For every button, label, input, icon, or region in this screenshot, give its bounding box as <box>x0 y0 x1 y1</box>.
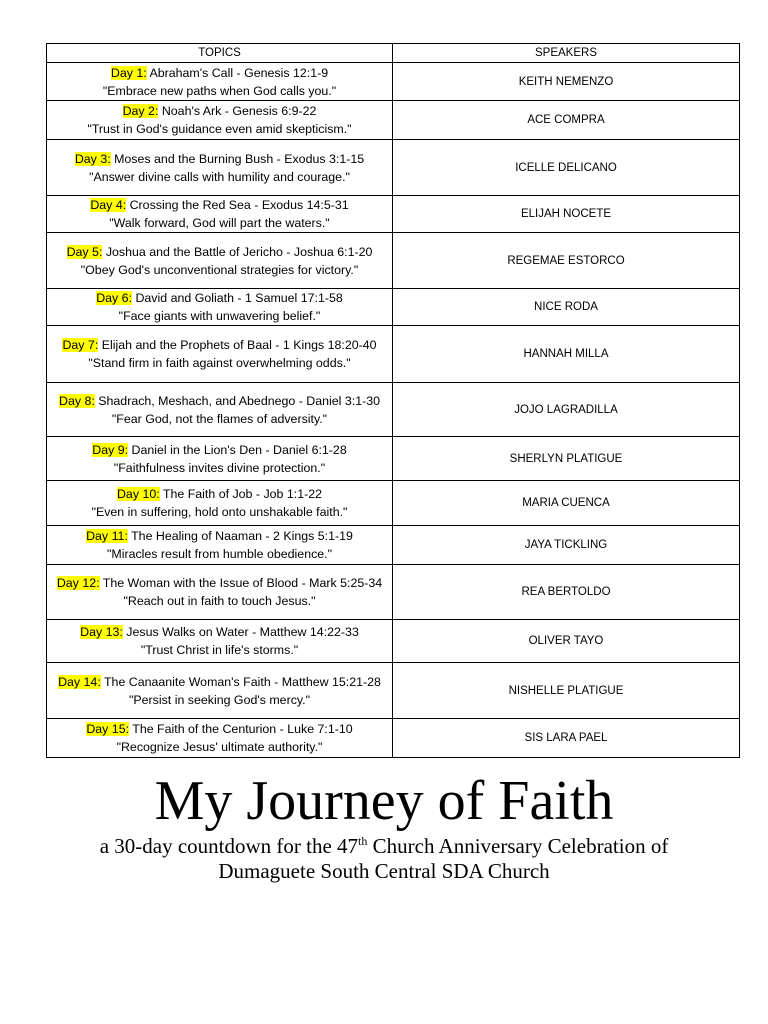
topic-title: Elijah and the Prophets of Baal - 1 Kings 18:20-40 <box>98 338 377 352</box>
speaker-cell: SHERLYN PLATIGUE <box>393 437 740 481</box>
day-label: Day 10: <box>116 487 160 501</box>
day-label: Day 9: <box>92 442 129 457</box>
table-row <box>47 289 740 326</box>
topic-quote: "Trust Christ in life's storms." <box>140 643 299 657</box>
subtitle-text-end: Church Anniversary Celebration of <box>367 834 669 858</box>
speakers-header: SPEAKERS <box>393 44 740 63</box>
topic-cell <box>47 437 393 481</box>
speaker-cell: SIS LARA PAEL <box>393 719 740 758</box>
topic-title: Shadrach, Meshach, and Abednego - Daniel 3:1-30 <box>94 393 380 408</box>
day-label: Day 5: <box>66 244 103 259</box>
topic-title: David and Goliath - 1 Samuel 17:1-58 <box>132 291 343 305</box>
topic-quote: "Even in suffering, hold onto unshakable faith." <box>91 505 348 519</box>
topic-quote: "Walk forward, God will part the waters." <box>109 216 330 230</box>
schedule-table <box>46 43 740 758</box>
topic-quote: "Answer divine calls with humility and courage." <box>89 169 350 184</box>
speaker-cell: NISHELLE PLATIGUE <box>393 663 740 719</box>
table-row <box>47 383 740 437</box>
speaker-cell: ELIJAH NOCETE <box>393 196 740 233</box>
table-row <box>47 196 740 233</box>
day-label: Day 4: <box>90 198 127 212</box>
topic-title: The Canaanite Woman's Faith - Matthew 15:21-28 <box>100 674 381 689</box>
topic-quote: "Reach out in faith to touch Jesus." <box>123 594 316 608</box>
day-label: Day 11: <box>86 529 128 543</box>
table-header-row <box>47 44 740 63</box>
table-row <box>47 526 740 565</box>
topic-title: Joshua and the Battle of Jericho - Joshua 6:1-20 <box>102 244 373 259</box>
table-row <box>47 663 740 719</box>
topic-cell <box>47 233 393 289</box>
topic-title: Moses and the Burning Bush - Exodus 3:1-15 <box>110 151 365 166</box>
day-label: Day 3: <box>74 151 111 166</box>
day-label: Day 12: <box>56 576 100 590</box>
speaker-cell: JOJO LAGRADILLA <box>393 383 740 437</box>
day-label: Day 8: <box>59 393 95 408</box>
topic-title: Crossing the Red Sea - Exodus 14:5-31 <box>126 198 349 212</box>
speaker-cell: JAYA TICKLING <box>393 526 740 565</box>
topic-cell <box>47 383 393 437</box>
schedule-rows <box>47 63 740 758</box>
topic-cell <box>47 481 393 526</box>
topic-title: The Faith of Job - Job 1:1-22 <box>159 487 323 501</box>
topic-quote: "Trust in God's guidance even amid skepticism." <box>87 122 352 136</box>
day-label: Day 1: <box>110 65 147 80</box>
speaker-cell: KEITH NEMENZO <box>393 63 740 101</box>
subtitle-ordinal-suffix: th <box>358 834 368 848</box>
topic-quote: "Stand firm in faith against overwhelming odds." <box>88 356 351 370</box>
day-label: Day 7: <box>62 338 99 352</box>
topic-title: The Faith of the Centurion - Luke 7:1-10 <box>129 722 353 736</box>
subtitle-text-start: a 30-day countdown for the 47 <box>99 834 359 858</box>
day-label: Day 15: <box>86 722 130 736</box>
table-row <box>47 63 740 101</box>
day-label: Day 6: <box>96 291 133 305</box>
topic-quote: "Embrace new paths when God calls you." <box>102 83 337 98</box>
topic-cell <box>47 526 393 565</box>
topic-quote: "Faithfulness invites divine protection." <box>113 460 326 475</box>
topics-header: TOPICS <box>47 44 393 63</box>
topic-quote: "Face giants with unwavering belief." <box>118 309 321 323</box>
table-row <box>47 620 740 663</box>
day-label: Day 2: <box>122 104 159 118</box>
speaker-cell: HANNAH MILLA <box>393 326 740 383</box>
table-row <box>47 233 740 289</box>
subtitle <box>0 834 768 884</box>
speaker-cell: NICE RODA <box>393 289 740 326</box>
table-row <box>47 719 740 758</box>
table-row <box>47 326 740 383</box>
speaker-cell: REGEMAE ESTORCO <box>393 233 740 289</box>
topic-title: Abraham's Call - Genesis 12:1-9 <box>146 65 329 80</box>
topic-cell <box>47 101 393 140</box>
topic-title: Jesus Walks on Water - Matthew 14:22-33 <box>122 625 359 639</box>
speaker-cell: ICELLE DELICANO <box>393 140 740 196</box>
topic-title: The Woman with the Issue of Blood - Mark 5:25-34 <box>99 576 383 590</box>
topic-cell <box>47 663 393 719</box>
topic-quote: "Miracles result from humble obedience." <box>106 547 333 561</box>
topic-cell <box>47 196 393 233</box>
speaker-cell: REA BERTOLDO <box>393 565 740 620</box>
topic-quote: "Persist in seeking God's mercy." <box>128 692 311 707</box>
topic-title: The Healing of Naaman - 2 Kings 5:1-19 <box>127 529 353 543</box>
topic-cell <box>47 63 393 101</box>
speaker-cell: OLIVER TAYO <box>393 620 740 663</box>
topic-cell <box>47 289 393 326</box>
topic-cell <box>47 719 393 758</box>
topic-quote: "Obey God's unconventional strategies for victory." <box>80 262 359 277</box>
topic-quote: "Fear God, not the flames of adversity." <box>111 411 328 426</box>
topic-title: Daniel in the Lion's Den - Daniel 6:1-28 <box>128 442 347 457</box>
topic-title: Noah's Ark - Genesis 6:9-22 <box>158 104 317 118</box>
topic-quote: "Recognize Jesus' ultimate authority." <box>116 740 323 754</box>
page-title: My Journey of Faith <box>154 770 614 832</box>
day-label: Day 14: <box>58 674 101 689</box>
speaker-cell: MARIA CUENCA <box>393 481 740 526</box>
topic-cell <box>47 565 393 620</box>
day-label: Day 13: <box>80 625 123 639</box>
table-row <box>47 140 740 196</box>
table-row <box>47 565 740 620</box>
table-row <box>47 101 740 140</box>
table-row <box>47 437 740 481</box>
topic-cell <box>47 140 393 196</box>
subtitle-church-name: Dumaguete South Central SDA Church <box>218 859 550 883</box>
topic-cell <box>47 326 393 383</box>
speaker-cell: ACE COMPRA <box>393 101 740 140</box>
table-row <box>47 481 740 526</box>
topic-cell <box>47 620 393 663</box>
